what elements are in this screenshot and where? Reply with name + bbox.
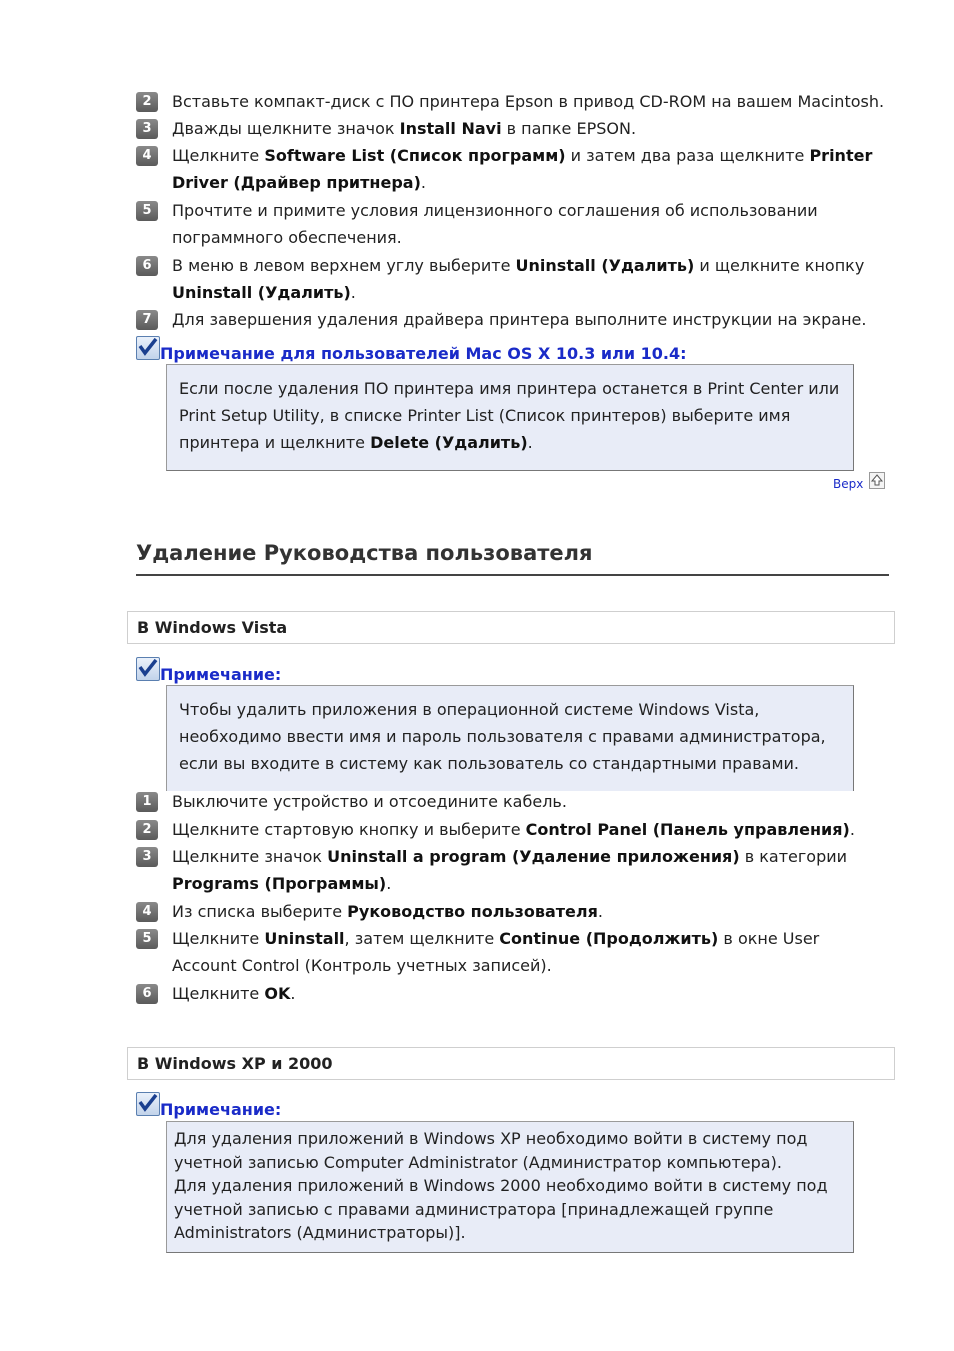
text-run: , затем щелкните [344, 929, 500, 948]
section-title [136, 541, 889, 576]
step-item [136, 252, 886, 306]
checkmark-note-icon [136, 657, 160, 681]
step-text [172, 816, 886, 843]
step-item [136, 925, 886, 979]
bold-text: Uninstall [264, 929, 345, 948]
text-run: в категории [739, 847, 848, 866]
step-number-icon: 6 [136, 984, 158, 1004]
bold-text: Continue (Продолжить) [499, 929, 719, 948]
note-text: Для удаления приложений в Windows 2000 необходимо войти в систему под учетной записью с правами администратора [принадлежащей группе Administrators (Администраторы)]. [174, 1176, 828, 1242]
note-title: Примечание для пользователей Mac OS X 10.3 или 10.4: [160, 344, 687, 363]
step-item [136, 816, 886, 843]
up-arrow-icon[interactable] [869, 472, 885, 489]
bold-text: Uninstall a program (Удаление приложения) [327, 847, 740, 866]
step-text [172, 142, 886, 196]
note-box [166, 685, 854, 791]
step-number-icon: 5 [136, 201, 158, 221]
step-text [172, 925, 886, 979]
text-run: Щелкните значок [172, 847, 328, 866]
step-number-icon: 4 [136, 146, 158, 166]
step-number-icon: 3 [136, 119, 158, 139]
note-title: Примечание: [160, 1100, 282, 1119]
step-number-icon: 1 [136, 792, 158, 812]
text-run: Щелкните [172, 984, 265, 1003]
text-run: Щелкните [172, 929, 265, 948]
bold-text: Руководство пользователя [347, 902, 598, 921]
text-run: . [290, 984, 296, 1003]
text-run: . [350, 283, 356, 302]
text-run: Щелкните [172, 146, 265, 165]
step-item [136, 115, 886, 142]
note-box [166, 1121, 854, 1253]
step-text [172, 788, 886, 815]
note-box [166, 364, 854, 471]
step-number-icon: 7 [136, 310, 158, 330]
bold-text: Printer Driver (Драйвер притнера) [172, 146, 873, 192]
text-run: и затем два раза щелкните [565, 146, 810, 165]
bold-text: Control Panel (Панель управления) [525, 820, 850, 839]
step-item [136, 843, 886, 897]
text-run: . [527, 433, 533, 452]
text-run: В меню в левом верхнем углу выберите [172, 256, 516, 275]
text-run: Щелкните стартовую кнопку и выберите [172, 820, 526, 839]
text-run: . [597, 902, 603, 921]
section-bar-vista [127, 611, 895, 644]
bold-text: Uninstall (Удалить) [172, 283, 351, 302]
text-run: Выключите устройство и отсоедините кабель. [172, 792, 567, 811]
text-run: Дважды щелкните значок [172, 119, 400, 138]
step-item [136, 88, 886, 115]
bold-text: Delete (Удалить) [370, 433, 528, 452]
step-number-icon: 4 [136, 902, 158, 922]
section-title-text: Удаление Руководства пользователя [136, 541, 593, 565]
text-run: . [386, 874, 392, 893]
step-number-icon: 2 [136, 820, 158, 840]
step-text [172, 898, 886, 925]
bold-text: Software List (Список программ) [264, 146, 566, 165]
section-heading: В Windows Vista [137, 618, 288, 637]
step-text [172, 197, 886, 251]
step-text [172, 88, 886, 115]
note-text [179, 700, 826, 773]
step-number-icon: 3 [136, 847, 158, 867]
step-number-icon: 2 [136, 92, 158, 112]
bold-text: Install Navi [399, 119, 502, 138]
step-item [136, 788, 886, 815]
step-text [172, 252, 886, 306]
note-text: Для удаления приложений в Windows XP необходимо войти в систему под учетной записью Computer Administrator (Администратор компьютера). [174, 1129, 808, 1172]
step-item [136, 197, 886, 251]
checkmark-note-icon [136, 1092, 160, 1116]
back-to-top-link[interactable] [833, 472, 891, 494]
step-text [172, 843, 886, 897]
step-item [136, 142, 886, 196]
note-title: Примечание: [160, 665, 282, 684]
text-run: . [420, 173, 426, 192]
text-run: в папке EPSON. [501, 119, 637, 138]
text-run: Из списка выберите [172, 902, 348, 921]
bold-text: OK [264, 984, 291, 1003]
step-item [136, 306, 886, 333]
note-text [179, 379, 839, 452]
text-run: Для завершения удаления драйвера принтера выполните инструкции на экране. [172, 310, 867, 329]
step-number-icon: 6 [136, 256, 158, 276]
text-run: . [849, 820, 855, 839]
step-text [172, 306, 886, 333]
step-text [172, 115, 886, 142]
text-run: Вставьте компакт-диск с ПО принтера Epson в привод CD-ROM на вашем Macintosh. [172, 92, 885, 111]
text-run: Если после удаления ПО принтера имя принтера останется в Print Center или Print Setup Utility, в списке Printer List (Список принтеров) выберите имя принтера и щелкните [179, 379, 840, 452]
step-text [172, 980, 886, 1007]
section-bar-xp [127, 1047, 895, 1080]
step-item [136, 898, 886, 925]
text-run: Прочтите и примите условия лицензионного соглашения об использовании пограммного обеспечения. [172, 201, 818, 247]
text-run: Чтобы удалить приложения в операционной системе Windows Vista, необходимо ввести имя и пароль пользователя с правами администратора, если вы входите в систему как пользователь со стандартными правами. [179, 700, 826, 773]
step-number-icon: 5 [136, 929, 158, 949]
top-link-label[interactable]: Верх [833, 477, 864, 491]
text-run: и щелкните кнопку [694, 256, 865, 275]
section-heading: В Windows XP и 2000 [137, 1054, 333, 1073]
step-item [136, 980, 886, 1007]
bold-text: Programs (Программы) [172, 874, 387, 893]
text-run: в окне User Account Control (Контроль учетных записей). [172, 929, 820, 975]
checkmark-note-icon [136, 336, 160, 360]
bold-text: Uninstall (Удалить) [515, 256, 695, 275]
